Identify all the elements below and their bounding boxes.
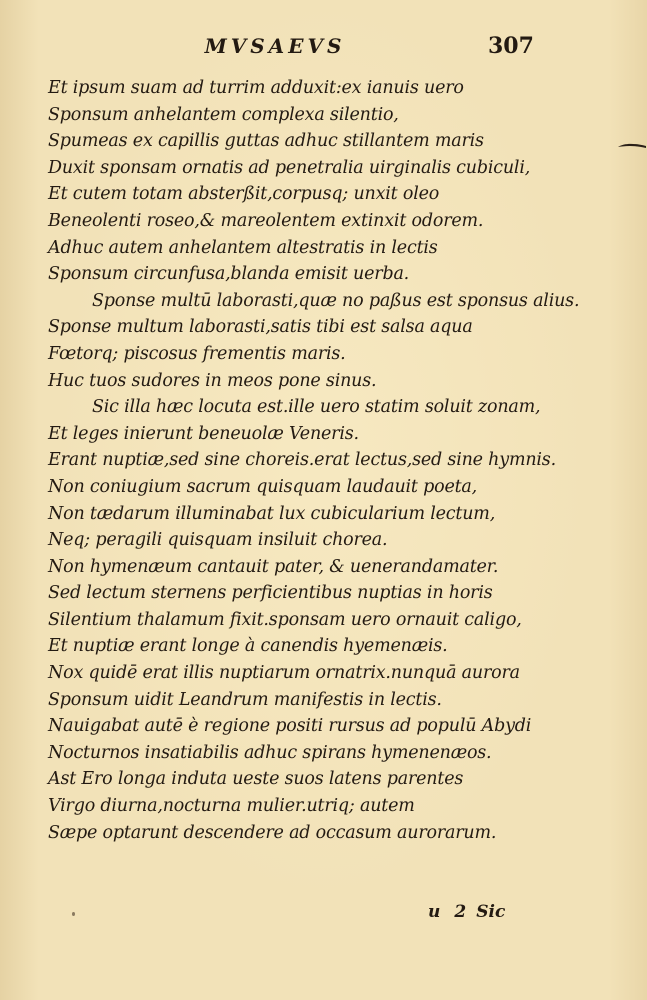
- verse-line: Nocturnos insatiabilis adhuc spirans hymenenæos.: [48, 742, 492, 763]
- verse-line: Spumeas ex capillis guttas adhuc stillantem maris: [48, 131, 484, 152]
- verse-line: Non coniugium sacrum quisquam laudauit poeta,: [48, 476, 478, 497]
- verse-text-block: [48, 75, 580, 846]
- page-number: 307: [488, 33, 534, 59]
- verse-line: Sponse multū laborasti,quæ no paßus est sponsus alius.: [92, 290, 580, 311]
- verse-line: Silentium thalamum fixit.sponsam uero ornauit caligo,: [48, 609, 522, 630]
- verse-line: Sed lectum sternens perficientibus nuptias in horis: [48, 583, 493, 604]
- verse-line: Sponsum circunfusa,blanda emisit uerba.: [48, 264, 410, 285]
- verse-line: Erant nuptiæ,sed sine choreis.erat lectus,sed sine hymnis.: [48, 450, 556, 471]
- verse-line: Sponse multum laborasti,satis tibi est salsa aqua: [48, 317, 473, 338]
- verse-line: Et nuptiæ erant longe à canendis hyemenæis.: [48, 636, 448, 657]
- signature-mark: u: [428, 902, 441, 922]
- verse-line: Fœtorq; piscosus frementis maris.: [48, 343, 346, 364]
- verse-line: Et leges inierunt beneuolæ Veneris.: [48, 423, 359, 444]
- running-title: MVSAEVS: [204, 34, 346, 58]
- verse-line: Et cutem totam absterßit,corpusq; unxit oleo: [48, 184, 440, 205]
- ink-speck: [72, 912, 75, 916]
- verse-line: Adhuc autem anhelantem altestratis in lectis: [48, 237, 438, 258]
- verse-line: Duxit sponsam ornatis ad penetralia uirginalis cubiculi,: [48, 157, 531, 178]
- verse-line: Sæpe optarunt descendere ad occasum aurorarum.: [48, 822, 497, 843]
- catchword: Sic: [476, 902, 506, 922]
- verse-line: Sponsum anhelantem complexa silentio,: [48, 104, 399, 125]
- verse-line: Virgo diurna,nocturna mulier.utriq; autem: [48, 796, 415, 817]
- signature-number: 2: [454, 902, 467, 922]
- verse-line: Non tædarum illuminabat lux cubicularium lectum,: [48, 503, 496, 524]
- verse-line: Et ipsum suam ad turrim adduxit:ex ianuis uero: [48, 78, 464, 98]
- margin-flourish-mark: [616, 142, 647, 150]
- verse-line: Non hymenæum cantauit pater, & uenerandamater.: [48, 556, 499, 577]
- verse-line: Sponsum uidit Leandrum manifestis in lectis.: [48, 689, 442, 710]
- verse-line: Nox quidē erat illis nuptiarum ornatrix.nunquā aurora: [48, 663, 520, 684]
- page-footer: [428, 902, 505, 922]
- verse-line: Ast Ero longa induta ueste suos latens parentes: [48, 769, 464, 790]
- verse-line: Beneolenti roseo,& mareolentem extinxit odorem.: [48, 210, 484, 231]
- verse-line: Huc tuos sudores in meos pone sinus.: [48, 370, 377, 391]
- verse-line: Nauigabat autē è regione positi rursus ad populū Abydi: [48, 716, 532, 737]
- verse-line: Sic illa hæc locuta est.ille uero statim soluit zonam,: [92, 397, 541, 418]
- verse-line: Neq; peragili quisquam insiluit chorea.: [48, 530, 388, 551]
